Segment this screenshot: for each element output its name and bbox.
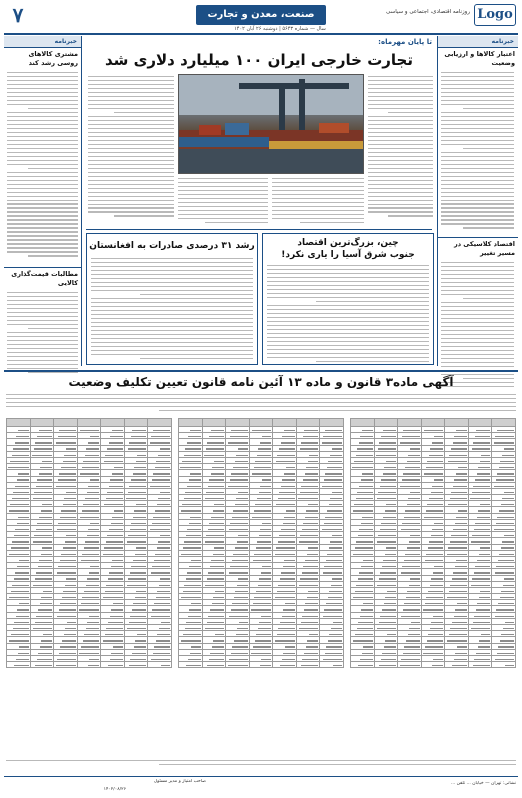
afghanistan-story (86, 233, 258, 365)
table-header-row (179, 419, 344, 427)
table-row (179, 662, 344, 668)
china-headline-line1: چین، بزرگ‌ترین اقتصاد (297, 238, 399, 248)
footer-rule (4, 776, 518, 777)
notice-table-middle (178, 418, 344, 756)
table-row (7, 662, 172, 668)
lead-body-col1 (368, 76, 433, 226)
lead-headline: تجارت خارجی ایران ۱۰۰ میلیارد دلاری شد (104, 51, 413, 69)
table-cell (77, 662, 101, 668)
table-cell (421, 662, 445, 668)
table-cell (320, 662, 344, 668)
table-cell (398, 662, 422, 668)
lead-body-col3 (88, 76, 174, 226)
right-column (437, 36, 518, 366)
table-cell (148, 662, 172, 668)
table-cell (124, 419, 148, 427)
left-column (4, 36, 82, 366)
table-cell (54, 662, 78, 668)
table-cell (202, 419, 226, 427)
lead-divider (86, 229, 432, 230)
table-cell (148, 419, 172, 427)
table-cell (7, 662, 31, 668)
notice-rule (4, 370, 518, 372)
table-cell (249, 662, 273, 668)
newspaper-logo: Logo (474, 4, 516, 26)
table-cell (445, 662, 469, 668)
dateline: سال — شماره ۵۶۴۳ | دوشنبه ۲۶ آبان ۱۴۰۲ (234, 26, 326, 32)
table-cell (101, 419, 125, 427)
table-cell (202, 662, 226, 668)
footer-left: صاحب امتیاز و مدیر مسئول (153, 779, 206, 784)
table-cell (249, 419, 273, 427)
left-column-header: خبرنامه (4, 36, 81, 48)
table-cell (30, 419, 54, 427)
table-cell (492, 662, 516, 668)
right-item2-title: اقتصاد کلاسیکی در مسیر تغییر (438, 237, 518, 260)
lead-body-col2a (272, 178, 364, 226)
masthead-rule (4, 33, 518, 35)
table-cell (226, 419, 250, 427)
table-cell (492, 419, 516, 427)
table-cell (398, 419, 422, 427)
table-cell (226, 662, 250, 668)
table-header-row (7, 419, 172, 427)
afghanistan-body (87, 252, 257, 366)
notice-intro (6, 394, 516, 416)
left-item1-body (4, 70, 81, 267)
left-item2-body (4, 290, 81, 387)
table-cell (320, 419, 344, 427)
lead-kicker: تا پایان مهرماه: (378, 38, 432, 46)
right-column-header: خبرنامه (438, 36, 518, 48)
table-cell (101, 662, 125, 668)
left-item2-title: مطالبات قیمت‌گذاری کالایی (4, 267, 81, 290)
table-cell (296, 419, 320, 427)
table-cell (179, 419, 203, 427)
table-cell (374, 419, 398, 427)
afghanistan-headline: رشد ۳۱ درصدی صادرات به افغانستان (89, 241, 255, 251)
table-cell (296, 662, 320, 668)
table-cell (7, 419, 31, 427)
right-item2-body (438, 260, 518, 392)
lead-photo (178, 74, 364, 174)
table-cell (179, 662, 203, 668)
footer-issue: ۱۴۰۲/۰۸/۲۶ (103, 787, 126, 792)
table-cell (54, 419, 78, 427)
right-item1-body (438, 70, 518, 237)
right-item1-title: اعتبار کالاها و ارزیابی وضعیت (444, 50, 515, 67)
china-body (263, 261, 433, 365)
table-cell (445, 419, 469, 427)
notice-footer-text (6, 760, 516, 774)
table-cell (30, 662, 54, 668)
notice-table-left (6, 418, 172, 756)
table-cell (124, 662, 148, 668)
table-row (351, 662, 516, 668)
footer-right: نشانی: تهران — خیابان ... تلفن ... (450, 781, 516, 786)
table-header-row (351, 419, 516, 427)
port-crane-illustration (179, 75, 363, 173)
table-cell (421, 419, 445, 427)
table-cell (351, 662, 375, 668)
china-headline-line2: جنوب شرق آسیا را یاری نکرد! (281, 250, 415, 260)
notice-table-right (350, 418, 516, 756)
tagline: روزنامه اقتصادی، اجتماعی و سیاسی (386, 9, 470, 15)
table-cell (77, 419, 101, 427)
lead-body-col2b (178, 178, 268, 226)
table-cell (273, 662, 297, 668)
section-title: صنعت، معدن و تجارت (196, 5, 326, 25)
table-cell (273, 419, 297, 427)
table-cell (468, 662, 492, 668)
china-story (262, 233, 434, 365)
notice-title: آگهی ماده۳ قانون و ماده ۱۳ آئین نامه قانون تعیین تکلیف وضعیت (68, 375, 454, 389)
table-cell (351, 419, 375, 427)
table-cell (374, 662, 398, 668)
left-item1-title: مشتری کالاهای روسی رشد کند (28, 50, 78, 67)
page-number: ۷ (12, 3, 24, 27)
table-cell (468, 419, 492, 427)
